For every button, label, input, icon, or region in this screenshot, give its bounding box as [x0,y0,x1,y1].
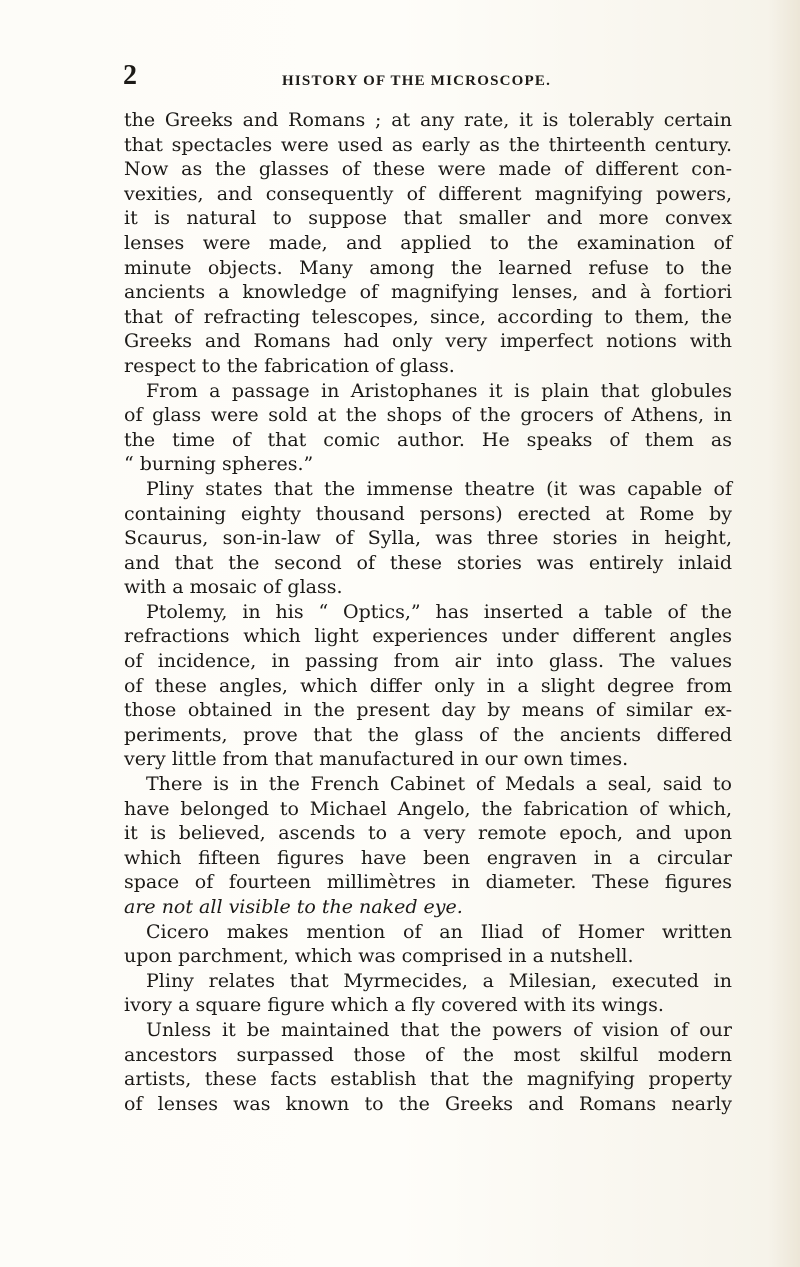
text-line: and that the second of these stories was entirely inlaid [124,551,732,574]
text-line: of glass were sold at the shops of the grocers of Athens, in [124,404,732,427]
text-line: artists, these facts establish that the magnifying property [124,1068,732,1091]
paragraph-start-line: From a passage in Aristophanes it is plain that globules [146,379,732,402]
text-line: Now as the glasses of these were made of different con- [124,158,732,181]
paragraph-start-line: Pliny states that the immense theatre (it was capable of [146,477,732,500]
paragraph-start-line: Unless it be maintained that the powers of vision of our [146,1018,732,1041]
text-line: ancestors surpassed those of the most skilful modern [124,1043,732,1066]
text-line: of lenses was known to the Greeks and Romans nearly [124,1092,732,1115]
text-line: that spectacles were used as early as the thirteenth century. [124,133,732,156]
paragraph-start-line: Pliny relates that Myrmecides, a Milesian, executed in [146,969,732,992]
text-line: vexities, and consequently of different magnifying powers, [124,182,732,205]
paragraph-start-line: There is in the French Cabinet of Medals a seal, said to [146,773,732,796]
text-line: which fifteen figures have been engraven in a circular [124,846,732,869]
text-line: minute objects. Many among the learned refuse to the [124,256,732,279]
text-line: Scaurus, son-in-law of Sylla, was three stories in height, [124,527,732,550]
text-line: of these angles, which differ only in a slight degree from [124,674,732,697]
text-line: ivory a square figure which a fly covered with its wings. [124,994,664,1017]
text-line: upon parchment, which was comprised in a nutshell. [124,945,634,968]
text-line: that of refracting telescopes, since, according to them, the [124,305,732,328]
text-line: periments, prove that the glass of the ancients differed [124,723,732,746]
text-line: those obtained in the present day by means of similar ex- [124,699,732,722]
text-line: lenses were made, and applied to the examination of [124,231,732,254]
text-line: the Greeks and Romans ; at any rate, it is tolerably certain [124,109,732,131]
running-head: HISTORY OF THE MICROSCOPE. [282,73,552,89]
text-line: it is believed, ascends to a very remote epoch, and upon [124,822,732,845]
text-line: respect to the fabrication of glass. [124,354,455,377]
paragraph-start-line: Cicero makes mention of an Iliad of Homer written [146,920,732,943]
text-line: have belonged to Michael Angelo, the fabrication of which, [124,797,732,820]
text-line: containing eighty thousand persons) erected at Rome by [124,502,732,525]
page-number: 2 [123,60,137,91]
text-line: Greeks and Romans had only very imperfect notions with [124,330,732,353]
text-line: of incidence, in passing from air into glass. The values [124,650,732,673]
text-line: the time of that comic author. He speaks of them as [124,428,732,451]
text-line: ancients a knowledge of magnifying lenses, and à fortiori [124,281,732,304]
text-line: very little from that manufactured in our own times. [124,748,629,771]
text-line: refractions which light experiences under different angles [124,625,732,648]
italic-text-line: are not all visible to the naked eye. [124,896,463,918]
text-line: space of fourteen millimètres in diameter. These figures [124,871,732,894]
text-line: it is natural to suppose that smaller and more convex [124,207,732,230]
text-line: with a mosaic of glass. [124,576,343,599]
paragraph-start-line: Ptolemy, in his “ Optics,” has inserted a table of the [146,600,732,623]
text-line: “ burning spheres.” [124,453,314,476]
body-text [124,108,732,1116]
